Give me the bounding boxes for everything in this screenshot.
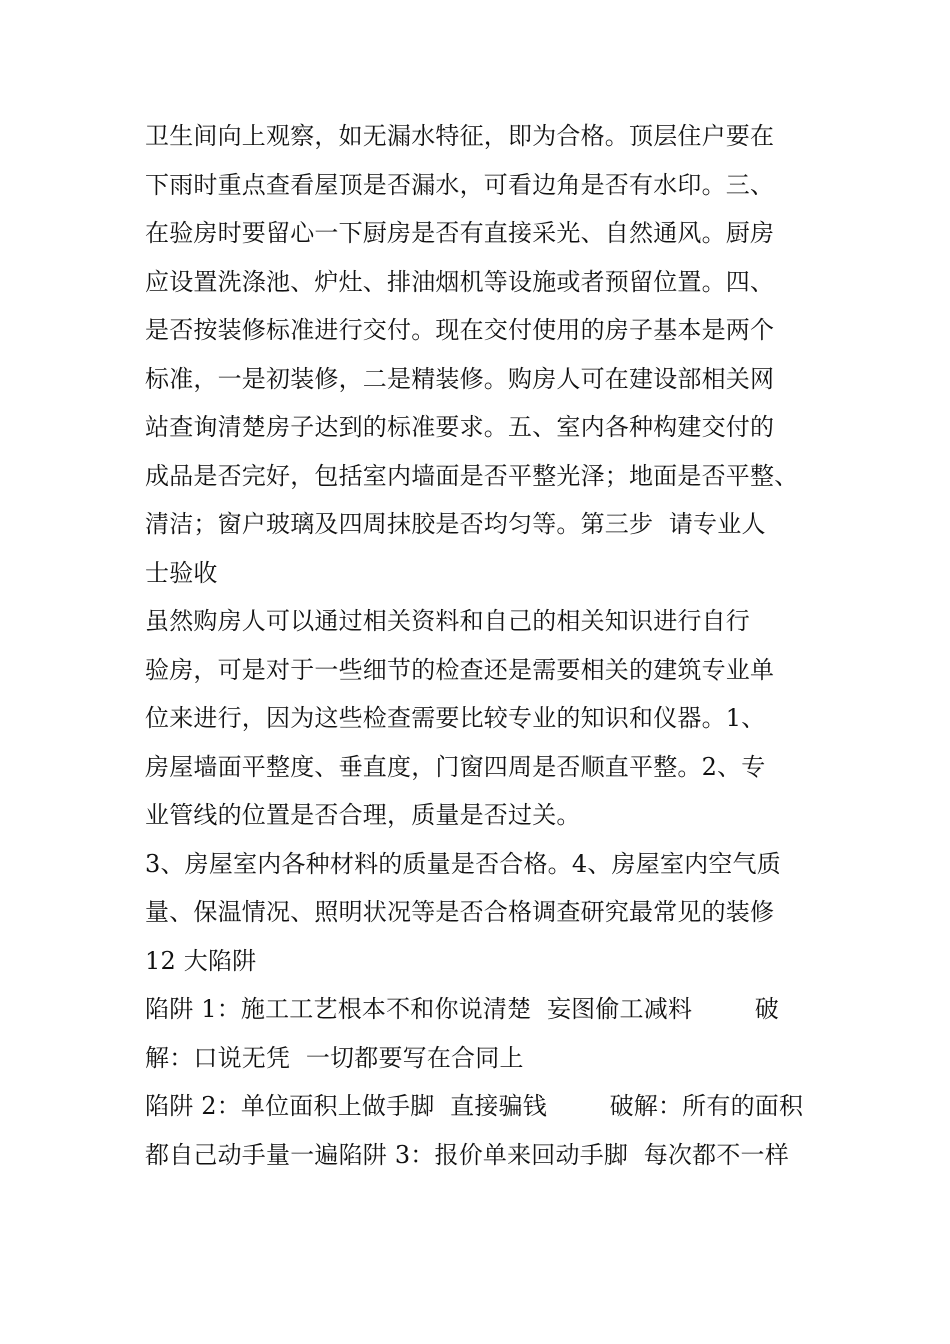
text-line: 12 大陷阱	[145, 946, 257, 975]
text-line: 解：口说无凭 一切都要写在合同上	[145, 1043, 524, 1072]
text-line: 业管线的位置是否合理，质量是否过关。	[145, 801, 581, 829]
text-line: 陷阱 2：单位面积上做手脚 直接骗钱 破解：所有的面积	[145, 1092, 804, 1120]
text-line: 陷阱 1：施工工艺根本不和你说清楚 妄图偷工减料 破	[145, 995, 779, 1023]
text-line: 是否按装修标准进行交付。现在交付使用的房子基本是两个	[145, 316, 775, 344]
text-line: 应设置洗涤池、炉灶、排油烟机等设施或者预留位置。四、	[145, 267, 775, 296]
text-line: 下雨时重点查看屋顶是否漏水，可看边角是否有水印。三、	[145, 170, 775, 199]
text-line: 验房，可是对于一些细节的检查还是需要相关的建筑专业单	[145, 655, 775, 684]
text-line: 卫生间向上观察，如无漏水特征，即为合格。顶层住户要在	[145, 122, 775, 150]
text-line: 在验房时要留心一下厨房是否有直接采光、自然通风。厨房	[145, 219, 775, 247]
text-line: 3、房屋室内各种材料的质量是否合格。4、房屋室内空气质	[145, 849, 781, 878]
text-line: 士验收	[145, 558, 218, 587]
text-line: 房屋墙面平整度、垂直度，门窗四周是否顺直平整。2、专	[145, 752, 766, 781]
text-line: 位来进行，因为这些检查需要比较专业的知识和仪器。1、	[145, 704, 766, 732]
document-body	[145, 112, 815, 1179]
text-line: 量、保温情况、照明状况等是否合格调查研究最常见的装修	[145, 898, 775, 926]
text-line: 成品是否完好，包括室内墙面是否平整光泽；地面是否平整、	[145, 461, 799, 490]
text-line: 都自己动手量一遍陷阱 3：报价单来回动手脚 每次都不一样	[145, 1140, 789, 1169]
text-line: 标准，一是初装修，二是精装修。购房人可在建设部相关网	[145, 364, 775, 393]
text-line: 清洁；窗户玻璃及四周抹胶是否均匀等。第三步 请专业人	[145, 510, 766, 538]
text-line: 站查询清楚房子达到的标准要求。五、室内各种构建交付的	[145, 413, 775, 441]
text-line: 虽然购房人可以通过相关资料和自己的相关知识进行自行	[145, 607, 750, 635]
